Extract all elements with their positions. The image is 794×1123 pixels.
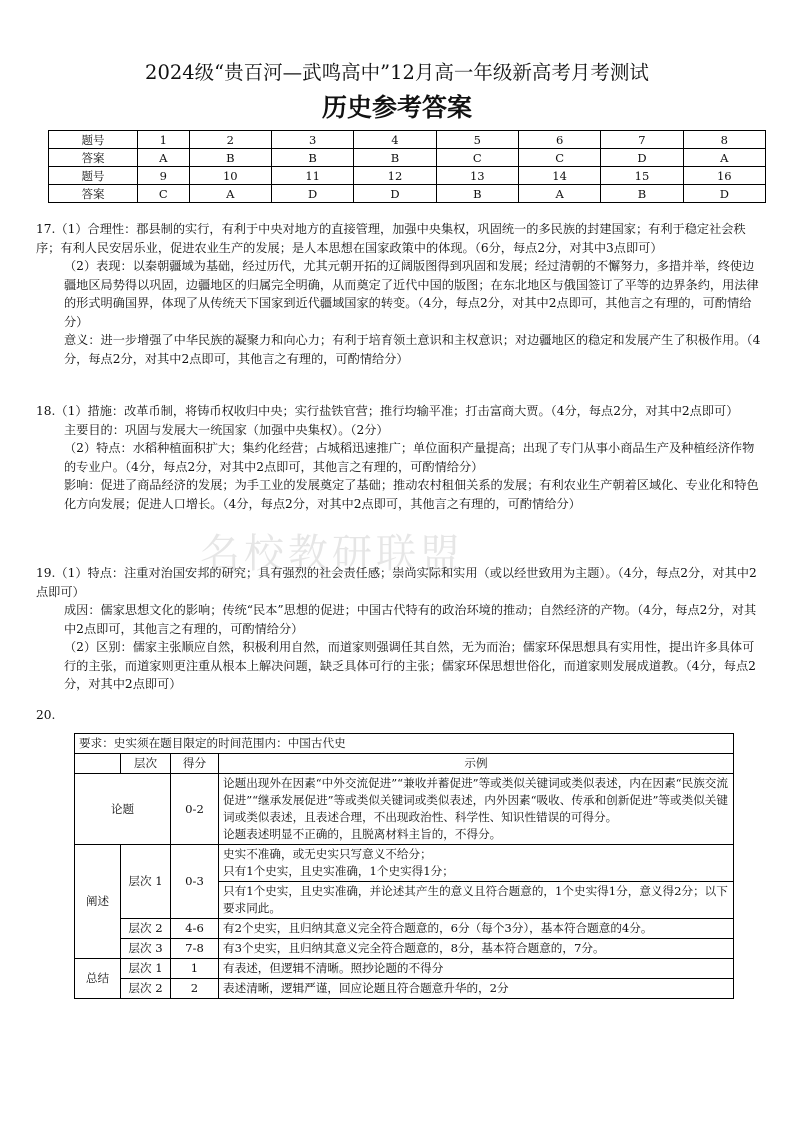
rubric-topic-row — [75, 774, 734, 845]
watermark: 名校教研联盟 — [200, 531, 464, 577]
q20-rubric-table — [74, 733, 734, 999]
q18-part1: 18.（1）措施：改革币制，将铸币权收归中央；实行盐铁官营；推行均输平准；打击富商大贾。（4分，每点2分，对其中2点即可） — [36, 404, 739, 418]
rubric-summary-l2-row — [75, 979, 734, 999]
rubric-header-score: 得分 — [171, 754, 219, 774]
answer-key-cell: 4 — [354, 131, 436, 149]
answer-key-row-label: 答案 — [49, 185, 138, 203]
rubric-header-level: 层次 — [121, 754, 171, 774]
answer-key-cell: C — [518, 149, 600, 167]
rubric-header-blank — [75, 754, 121, 774]
q17-part3: 意义：进一步增强了中华民族的凝聚力和向心力；有利于培育领土意识和主权意识；对边疆地区的稳定和发展产生了积极作用。（4分，每点2分，对其中2点即可，其他言之有理的，可酌情给分） — [64, 333, 761, 366]
q19-part3: （2）区别：儒家主张顺应自然，积极利用自然，而道家则强调任其自然，无为而治；儒家环保思想具有实用性，提出许多具体可行的主张，而道家则更注重从根本上解决问题，缺乏具体可行的主张；儒家环保思想世俗化，而道家则发展成道教。（4分，每点2分，对其中2点即可） — [64, 640, 756, 691]
rubric-requirement-row — [75, 734, 734, 754]
rubric-elab-l2-row — [75, 919, 734, 939]
rubric-header-row — [75, 754, 734, 774]
answer-key-table — [48, 130, 766, 203]
rubric-summary-label: 总结 — [75, 959, 121, 999]
answer-key-cell: 6 — [518, 131, 600, 149]
answer-18 — [36, 402, 764, 513]
rubric-requirement: 要求：史实须在题目限定的时间范围内：中国古代史 — [75, 734, 734, 754]
answer-key-cell: 2 — [189, 131, 271, 149]
answer-key-row — [49, 167, 766, 185]
rubric-elab-l1-level: 层次 1 — [121, 845, 171, 919]
rubric-elab-l2-level: 层次 2 — [121, 919, 171, 939]
answer-key-cell: 15 — [601, 167, 683, 185]
answer-key-cell: C — [436, 149, 518, 167]
rubric-summary-l2-score: 2 — [171, 979, 219, 999]
answer-key-cell: 5 — [436, 131, 518, 149]
rubric-elab-l3-level: 层次 3 — [121, 939, 171, 959]
rubric-elab-l3-text: 有3个史实，且归纳其意义完全符合题意的，8分，基本符合题意的，7分。 — [219, 939, 734, 959]
q18-part4: 影响：促进了商品经济的发展；为手工业的发展奠定了基础；推动农村租佃关系的发展；有利农业生产朝着区域化、专业化和特色化方向发展；促进人口增长。（4分，每点2分，对其中2点即可，其他言之有理的，可酌情给分） — [64, 478, 759, 511]
rubric-elab-l1-row-a — [75, 845, 734, 882]
answer-17 — [36, 220, 764, 368]
answer-key-cell: 9 — [138, 167, 190, 185]
answer-key-cell: D — [271, 185, 353, 203]
answer-key-cell: 13 — [436, 167, 518, 185]
answer-key-cell: 1 — [138, 131, 190, 149]
answer-key-cell: B — [436, 185, 518, 203]
rubric-summary-l1-level: 层次 1 — [121, 959, 171, 979]
q18-part3: （2）特点：水稻种植面积扩大；集约化经营；占城稻迅速推广；单位面积产量提高；出现了专门从事小商品生产及种植经济作物的专业户。（4分，每点2分，对其中2点即可，其他言之有理的，可酌情给分） — [64, 441, 755, 474]
q17-part2: （2）表现：以秦朝疆域为基础，经过历代，尤其元朝开拓的辽阔版图得到巩固和发展；经过清朝的不懈努力，多措并举，终使边疆地区局势得以巩固，边疆地区的归属完全明确，从而奠定了近代中国的版图；在东北地区与俄国签订了平等的边界条约，用法律的形式明确国界，体现了从传统天下国家到近代疆域国家的转变。（4分，每点2分，对其中2点即可，其他言之有理的，可酌情给分） — [64, 259, 759, 329]
q17-part1: 17.（1）合理性：郡县制的实行，有利于中央对地方的直接管理，加强中央集权，巩固统一的多民族的封建国家；有利于稳定社会秩序；有利人民安居乐业，促进农业生产的发展；是人本思想在国家政策中的体现。（6分，每点2分，对其中3点即可） — [36, 222, 746, 255]
rubric-topic-label: 论题 — [75, 774, 171, 845]
answer-key-cell: 12 — [354, 167, 436, 185]
answer-key-row-label: 题号 — [49, 131, 138, 149]
q19-part1: 19.（1）特点：注重对治国安邦的研究；具有强烈的社会责任感；崇尚实际和实用（或以经世致用为主题）。（4分，每点2分，对其中2点即可） — [36, 566, 757, 599]
answer-key-row — [49, 185, 766, 203]
answer-key-cell: B — [354, 149, 436, 167]
rubric-summary-l2-level: 层次 2 — [121, 979, 171, 999]
rubric-summary-l1-row — [75, 959, 734, 979]
q19-part2: 成因：儒家思想文化的影响；传统“民本”思想的促进；中国古代特有的政治环境的推动；自然经济的产物。（4分，每点2分，对其中2点即可，其他言之有理的，可酌情给分） — [64, 603, 757, 636]
answer-key-cell: 10 — [189, 167, 271, 185]
rubric-topic-text1: 论题出现外在因素“中外交流促进”“兼收并蓄促进”等或类似关键词或类似表述，内在因素“民族交流促进”“继承发展促进”等或类似关键词或类似表述，内外因素“吸收、传承和创新促进”等或类似关键词或类似表述，且表述合理，不出现政治性、科学性、知识性错误的可得分。 — [223, 776, 728, 824]
answer-key-cell: A — [189, 185, 271, 203]
rubric-elab-l3-row — [75, 939, 734, 959]
answer-key-cell: C — [138, 185, 190, 203]
rubric-summary-l2-text: 表述清晰，逻辑严谨，回应论题且符合题意升华的，2分 — [219, 979, 734, 999]
answer-key-cell: A — [518, 185, 600, 203]
answer-key-cell: 16 — [683, 167, 765, 185]
answer-key-cell: A — [683, 149, 765, 167]
rubric-summary-l1-score: 1 — [171, 959, 219, 979]
answer-key-cell: 8 — [683, 131, 765, 149]
answer-key-row — [49, 131, 766, 149]
exam-title: 2024级“贵百河—武鸣高中”12月高一年级新高考月考测试 — [145, 61, 649, 84]
answer-key-cell: 11 — [271, 167, 353, 185]
answer-key-cell: 14 — [518, 167, 600, 185]
answer-key-cell: B — [601, 185, 683, 203]
answer-key-row-label: 答案 — [49, 149, 138, 167]
answer-key-cell: B — [189, 149, 271, 167]
answer-key-cell: D — [601, 149, 683, 167]
rubric-elab-l1-score: 0-3 — [171, 845, 219, 919]
rubric-summary-l1-text: 有表述，但逻辑不清晰。照抄论题的不得分 — [219, 959, 734, 979]
answer-key-row-label: 题号 — [49, 167, 138, 185]
rubric-elab-l1-text-a — [219, 845, 734, 882]
rubric-header-example: 示例 — [219, 754, 734, 774]
answer-key-cell: 3 — [271, 131, 353, 149]
rubric-elab-l1-t2: 只有1个史实，且史实准确，1个史实得1分； — [223, 864, 454, 878]
answer-key-cell: A — [138, 149, 190, 167]
answer-19 — [36, 564, 764, 694]
rubric-elab-l1-t3: 只有1个史实，且史实准确，并论述其产生的意义且符合题意的，1个史实得1分，意义得2分；以下要求同此。 — [219, 882, 734, 919]
answer-key-cell: B — [271, 149, 353, 167]
answer-key-cell: 7 — [601, 131, 683, 149]
rubric-topic-text — [219, 774, 734, 845]
q18-part2: 主要目的：巩固与发展大一统国家（加强中央集权）。（2分） — [64, 422, 389, 437]
rubric-elab-label: 阐述 — [75, 845, 121, 959]
q20-number: 20. — [36, 708, 56, 722]
rubric-elab-l2-score: 4-6 — [171, 919, 219, 939]
rubric-topic-score: 0-2 — [171, 774, 219, 845]
rubric-topic-text2: 论题表述明显不正确的，且脱离材料主旨的，不得分。 — [223, 827, 502, 841]
answer-key-cell: D — [354, 185, 436, 203]
answer-key-cell: D — [683, 185, 765, 203]
rubric-elab-l1-t1: 史实不准确，或无史实只写意义不给分； — [223, 847, 432, 861]
rubric-elab-l3-score: 7-8 — [171, 939, 219, 959]
page-title: 历史参考答案 — [321, 93, 472, 122]
answer-key-row — [49, 149, 766, 167]
rubric-elab-l2-text: 有2个史实，且归纳其意义完全符合题意的，6分（每个3分），基本符合题意的4分。 — [219, 919, 734, 939]
